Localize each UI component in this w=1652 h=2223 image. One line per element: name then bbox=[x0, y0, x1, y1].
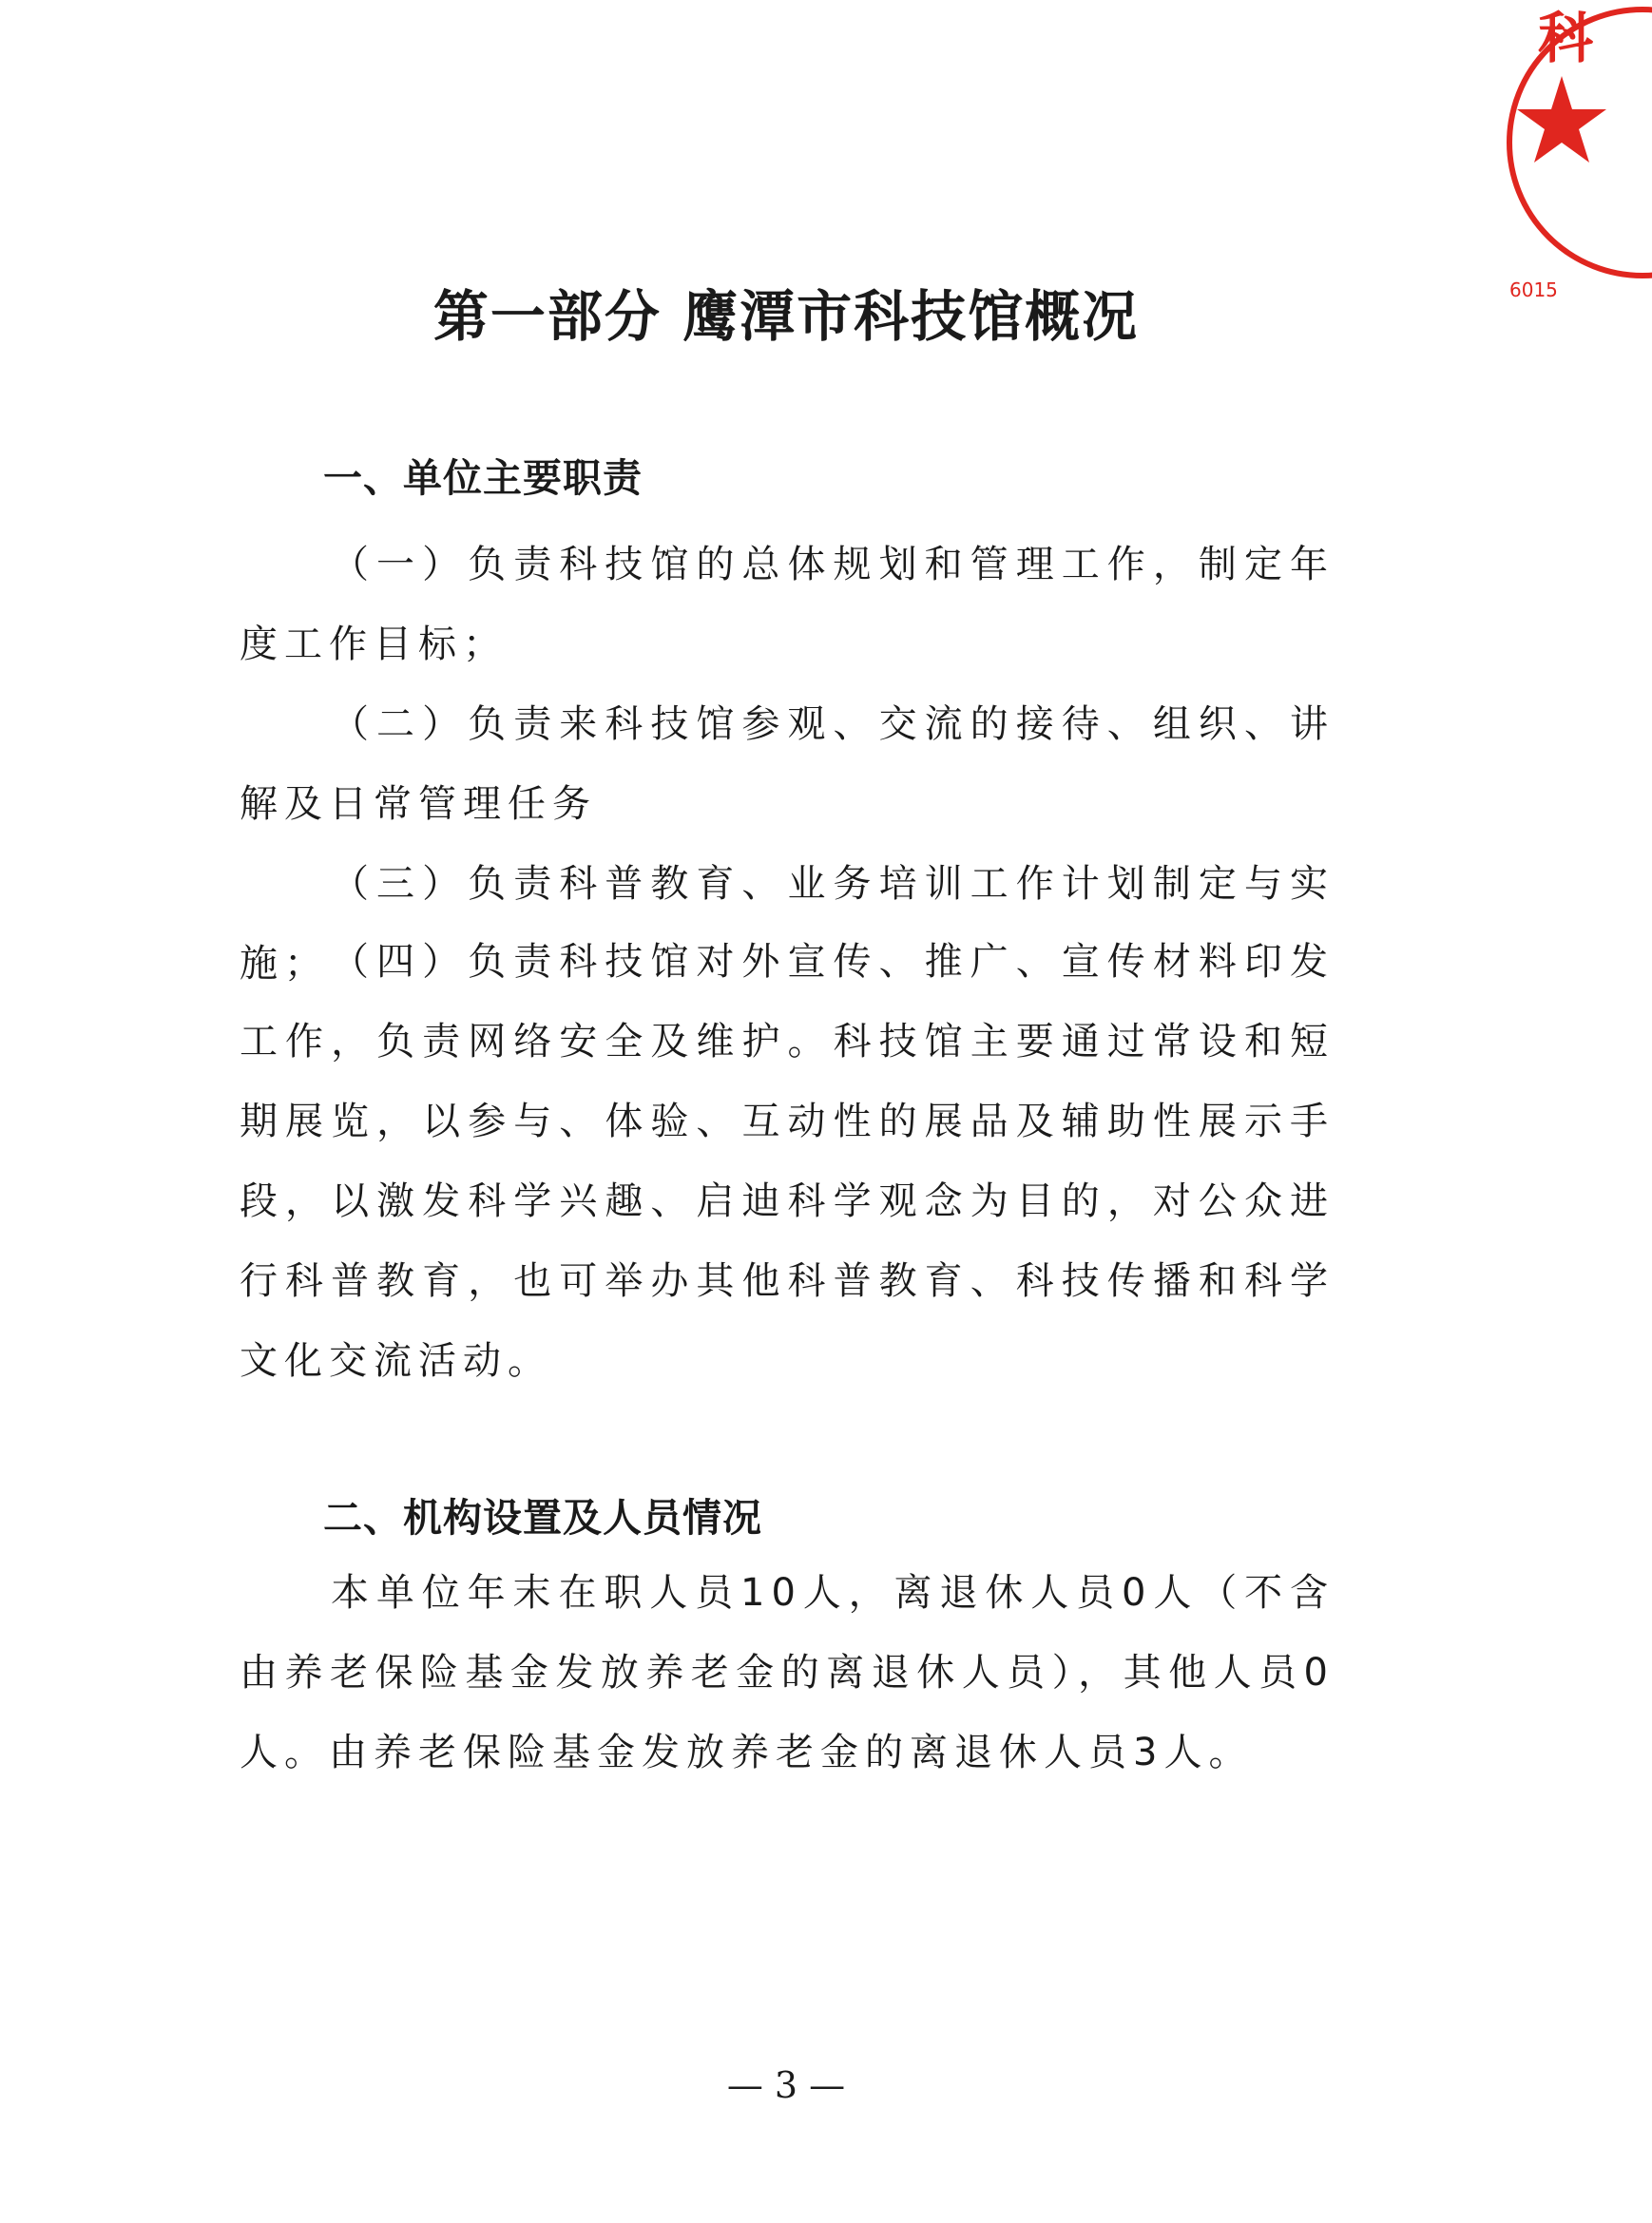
page-title: 第一部分 鹰潭市科技馆概况 bbox=[432, 284, 1140, 349]
duty-item-2: （二）负责来科技馆参观、交流的接待、组织、讲解及日常管理任务 bbox=[240, 702, 1335, 826]
staffing-paragraph: 本单位年末在职人员10人，离退休人员0人（不含由养老保险基金发放养老金的离退休人员），其他人员0人。由养老保险基金发放养老金的离退休人员3人。 bbox=[240, 1571, 1335, 1774]
duty-item-1: （一）负责科技馆的总体规划和管理工作，制定年度工作目标； bbox=[240, 543, 1335, 666]
duty-item-4: （四）负责科技馆对外宣传、推广、宣传材料印发工作，负责网络安全及维护。科技馆主要通过常设和短期展览，以参与、体验、互动性的展品及辅助性展示手段，以激发科学兴趣、启迪科学观念为目的，对公众进行科普教育，也可举办其他科普教育、科技传播和科学文化交流活动。 bbox=[240, 940, 1335, 1383]
page-number: — 3 — bbox=[726, 2064, 846, 2106]
seal-char: 科 bbox=[1538, 6, 1594, 70]
duty-item-3: （三）负责科普教育、业务培训工作计划制定与实施； bbox=[240, 862, 1335, 986]
section-heading-staffing: 二、机构设置及人员情况 bbox=[323, 1495, 762, 1541]
seal-star-icon bbox=[1517, 76, 1606, 163]
section-heading-duties: 一、单位主要职责 bbox=[323, 455, 643, 501]
seal-code: 6015 bbox=[1509, 278, 1558, 301]
